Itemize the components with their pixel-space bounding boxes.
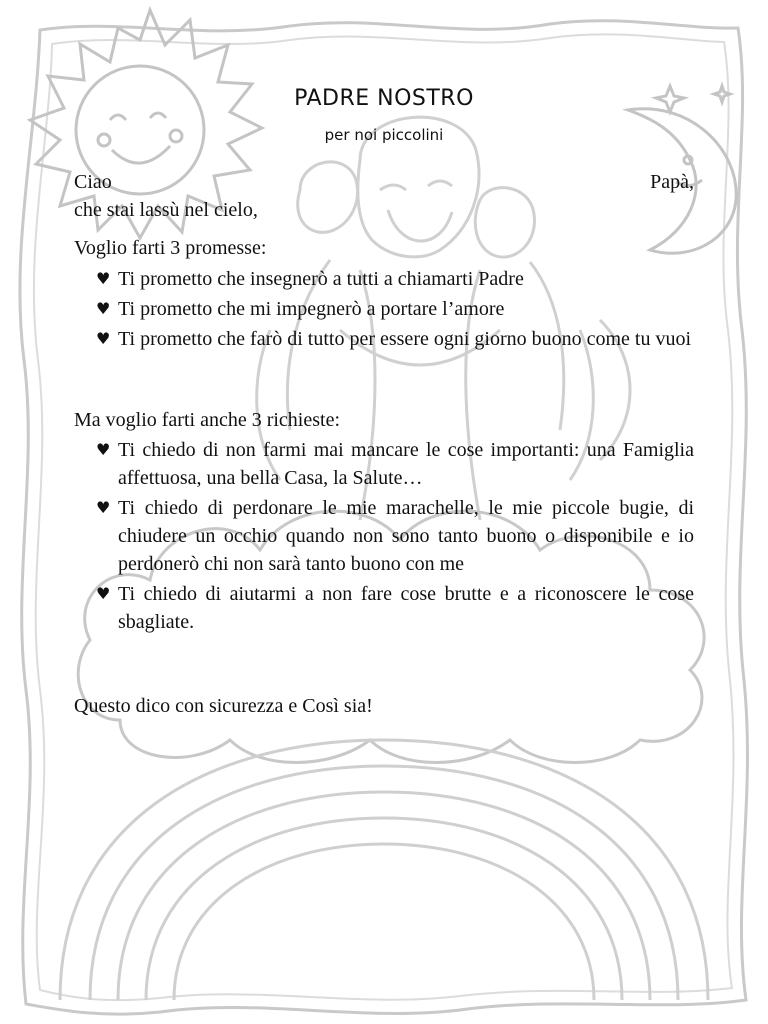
list-item bbox=[96, 494, 694, 578]
promise-text: Ti prometto che insegnerò a tutti a chiamarti Padre bbox=[118, 268, 524, 290]
closing-line: Questo dico con sicurezza e Così sia! bbox=[74, 695, 373, 717]
promises-intro: Voglio farti 3 promesse: bbox=[74, 237, 267, 259]
heart-bullet-icon: ♥ bbox=[96, 498, 111, 517]
greeting-line-2: che stai lassù nel cielo, bbox=[74, 199, 258, 221]
promise-text: Ti prometto che farò di tutto per essere ogni giorno buono come tu vuoi bbox=[118, 328, 692, 350]
rainbow-icon bbox=[60, 740, 708, 1000]
heart-bullet-icon: ♥ bbox=[96, 329, 111, 348]
greeting-right: Papà, bbox=[650, 171, 694, 193]
heart-bullet-icon: ♥ bbox=[96, 299, 111, 318]
list-item bbox=[96, 436, 694, 492]
request-text: Ti chiedo di non farmi mai mancare le cose importanti: una Famiglia affettuosa, una bella Casa, la Salute… bbox=[118, 439, 694, 489]
heart-bullet-icon: ♥ bbox=[96, 440, 111, 459]
list-item bbox=[96, 265, 694, 293]
list-item bbox=[96, 325, 694, 353]
greeting-line bbox=[74, 168, 694, 196]
request-text: Ti chiedo di aiutarmi a non fare cose brutte e a riconoscere le cose sbagliate. bbox=[118, 583, 694, 633]
requests-intro: Ma voglio farti anche 3 richieste: bbox=[74, 409, 341, 431]
request-text: Ti chiedo di perdonare le mie marachelle, le mie piccole bugie, di chiudere un occhio quando non sono tanto buono o disponibile e io perdonerò chi non sarà tanto buono con me bbox=[118, 497, 694, 575]
list-item bbox=[96, 580, 694, 636]
heart-bullet-icon: ♥ bbox=[96, 584, 111, 603]
list-item bbox=[96, 295, 694, 323]
page-subtitle: per noi piccolini bbox=[324, 126, 444, 144]
promises-list bbox=[96, 265, 694, 355]
greeting-left: Ciao bbox=[74, 171, 112, 193]
page-title: PADRE NOSTRO bbox=[294, 86, 474, 111]
promise-text: Ti prometto che mi impegnerò a portare l’amore bbox=[118, 298, 505, 320]
requests-list bbox=[96, 436, 694, 638]
heart-bullet-icon: ♥ bbox=[96, 269, 111, 288]
